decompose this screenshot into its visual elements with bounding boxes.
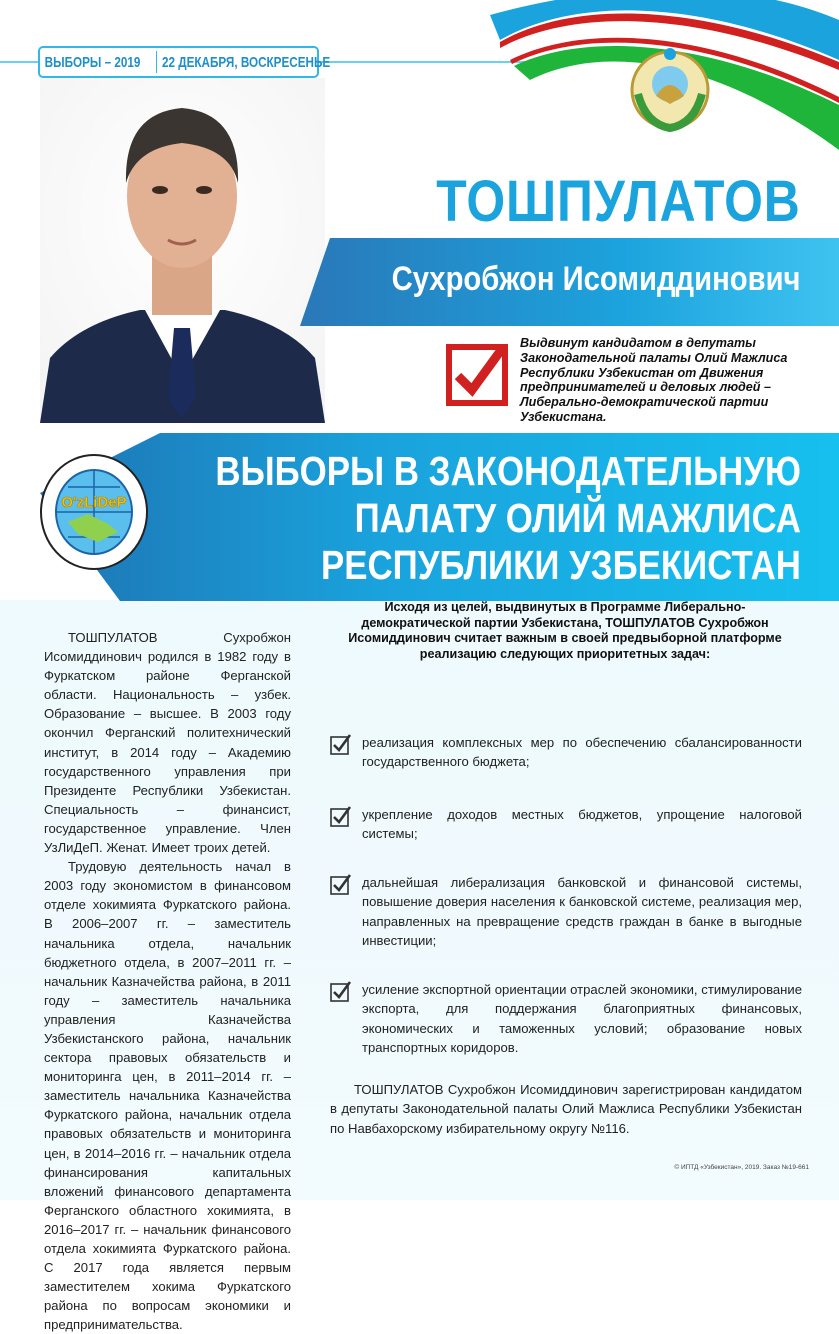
candidate-name: Сухробжон Исомиддинович: [392, 260, 801, 298]
election-title-line: РЕСПУБЛИКИ УЗБЕКИСТАН: [321, 542, 801, 588]
ozlidep-party-logo: [38, 452, 150, 572]
platform-intro: Исходя из целей, выдвинутых в Программе Либерально-демократической партии Узбекистана, ТОШПУЛАТОВ Сухробжон Исомиддинович считает важным в своей предвыборной платформе реализацию следующих приоритетных задач:: [348, 600, 782, 661]
platform-task-text: усиление экспортной ориентации отраслей экономики, стимулирование экспорта, для поддержания благоприятных финансовых, экономических и таможенных условий; образование новых транспортных коридоров.: [362, 982, 802, 1055]
state-emblem-icon: [626, 44, 714, 132]
checkbox-icon: [330, 873, 352, 895]
nomination-text: Выдвинут кандидатом в депутаты Законодательной палаты Олий Мажлиса Республики Узбекистан от Движения предпринимателей и деловых людей – Либерально-демократической партии Узбекистана.: [520, 336, 788, 424]
platform-task-text: дальнейшая либерализация банковской и финансовой системы, повышение доверия населения к банковской системе, реализация мер, направленных на превращение средств граждан в банке в выгодные инвестиции;: [362, 875, 802, 948]
candidate-photo: [40, 78, 325, 423]
platform-task: [330, 805, 802, 844]
badge-date: 22 ДЕКАБРЯ, ВОСКРЕСЕНЬЕ: [162, 53, 331, 71]
election-title: [215, 448, 801, 589]
badge-year: ВЫБОРЫ – 2019: [44, 53, 141, 71]
red-checkbox-icon: [446, 344, 508, 406]
platform-task: [330, 733, 802, 772]
biography-paragraph: ТОШПУЛАТОВ Сухробжон Исомиддинович родился в 1982 году в Фуркатском районе Ферганской области. Национальность – узбек. Образование – высшее. В 2003 году окончил Ферганский политехнический институт, в 2014 году – Академию государственного управления при Президенте Республики Узбекистан. Специальность – финансист, государственное управление. Член УзЛиДеП. Женат. Имеет троих детей.: [44, 630, 291, 856]
biography-paragraph: Трудовую деятельность начал в 2003 году экономистом в финансовом отделе хокимията Фуркатского района. В 2006–2007 гг. – заместитель начальника отдела, начальник бюджетного отдела, в 2007–2011 гг. – начальник Казначейства района, в 2011 году – заместитель начальника управления Казначейства Узбекистанского района, начальник сектора правовых обязательств и мониторинга цен, в 2011–2014 гг. – заместитель начальника Казначейства Фуркатского района, начальник отдела правовых обязательств и мониторинга цен, в 2014–2016 гг. – начальник отдела финансирования капитальных вложений финансового департамента Ферганского областного хокимията, в 2016–2017 гг. – начальник финансового отдела хокимията Фуркатского района. С 2017 года является первым заместителем хокима Фуркатского района по вопросам экономики и предпринимательства.: [44, 859, 291, 1333]
platform-task: [330, 980, 802, 1057]
registration-text: ТОШПУЛАТОВ Сухробжон Исомиддинович зарегистрирован кандидатом в депутаты Законодательной палаты Олий Мажлиса Республики Узбекистан по Навбахорскому избирательному округу №116.: [330, 1082, 802, 1136]
svg-text:O'zLiDeP: O'zLiDeP: [61, 494, 127, 511]
election-title-line: ВЫБОРЫ В ЗАКОНОДАТЕЛЬНУЮ: [215, 448, 801, 494]
platform-task-text: укрепление доходов местных бюджетов, упрощение налоговой системы;: [362, 807, 802, 842]
election-title-line: ПАЛАТУ ОЛИЙ МАЖЛИСА: [354, 495, 801, 541]
checkbox-icon: [330, 980, 352, 1002]
checkbox-icon: [330, 733, 352, 755]
platform-task-text: реализация комплексных мер по обеспечению сбалансированности государственного бюджета;: [362, 735, 802, 770]
candidate-surname: ТОШПУЛАТОВ: [436, 169, 801, 234]
election-date-badge: [38, 46, 331, 78]
imprint: © ИПТД «Узбекистан», 2019. Заказ №19-661: [674, 1164, 809, 1171]
biography: [44, 628, 291, 1334]
badge-divider: [156, 51, 157, 73]
platform-task: [330, 873, 802, 950]
checkbox-icon: [330, 805, 352, 827]
